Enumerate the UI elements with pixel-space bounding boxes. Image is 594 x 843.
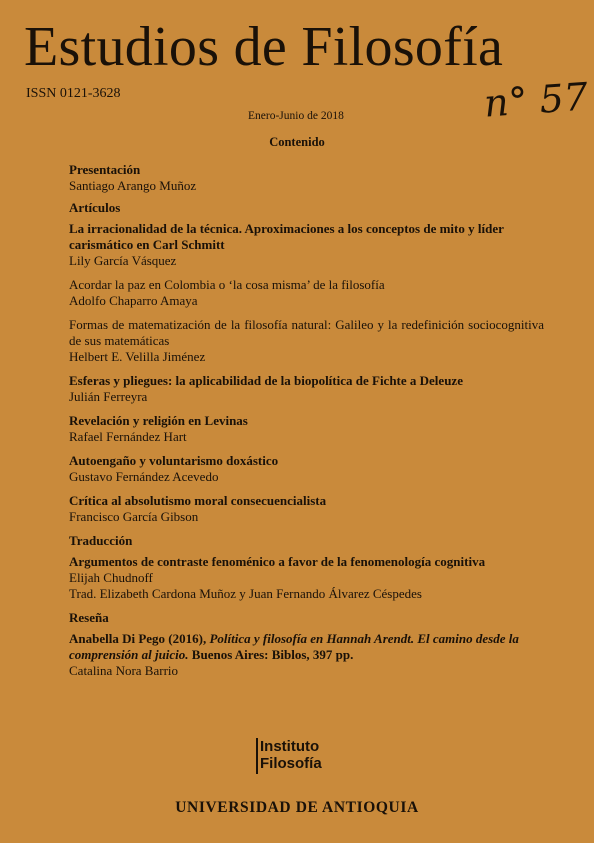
presentation-author: Santiago Arango Muñoz xyxy=(69,178,197,193)
article-entry xyxy=(69,493,544,525)
article-entry xyxy=(69,317,544,365)
article-entry xyxy=(69,221,544,269)
translation-title: Argumentos de contraste fenoménico a favor de la fenomenología cognitiva xyxy=(69,554,486,569)
table-of-contents xyxy=(69,162,544,687)
article-author: Gustavo Fernández Acevedo xyxy=(69,469,219,484)
review-reference-prefix: Anabella Di Pego (2016), xyxy=(69,631,207,646)
article-author: Julián Ferreyra xyxy=(69,389,148,404)
article-title: La irracionalidad de la técnica. Aproximaciones a los conceptos de mito y líder carismático en Carl Schmitt xyxy=(69,221,504,252)
translation-author: Elijah Chudnoff xyxy=(69,570,153,585)
article-title: Autoengaño y voluntarismo doxástico xyxy=(69,453,279,468)
article-title: Crítica al absolutismo moral consecuencialista xyxy=(69,493,327,508)
article-title: Formas de matematización de la filosofía natural: Galileo y la redefinición sociocognitiva de sus matemáticas xyxy=(69,317,544,348)
issn: ISSN 0121-3628 xyxy=(26,86,121,101)
contents-heading: Contenido xyxy=(269,135,325,149)
article-author: Helbert E. Velilla Jiménez xyxy=(69,349,206,364)
article-entry xyxy=(69,413,544,445)
logo-line-1: Instituto xyxy=(260,738,320,755)
article-entry xyxy=(69,373,544,405)
article-author: Lily García Vásquez xyxy=(69,253,177,268)
article-author: Rafael Fernández Hart xyxy=(69,429,187,444)
article-entry xyxy=(69,453,544,485)
article-author: Adolfo Chaparro Amaya xyxy=(69,293,198,308)
issue-date: Enero-Junio de 2018 xyxy=(248,110,344,122)
article-entry xyxy=(69,277,544,309)
review-publisher: Buenos Aires: Biblos, 397 pp. xyxy=(191,647,354,662)
article-title: Revelación y religión en Levinas xyxy=(69,413,248,428)
instituto-filosofia-logo xyxy=(256,738,322,772)
section-heading-presentation: Presentación xyxy=(69,162,141,177)
section-heading-articles: Artículos xyxy=(69,200,121,215)
section-heading-translation: Traducción xyxy=(69,533,133,548)
article-title: Acordar la paz en Colombia o ‘la cosa misma’ de la filosofía xyxy=(69,277,385,292)
translation-entry xyxy=(69,554,544,602)
logo-bar xyxy=(256,738,258,774)
translation-translators: Trad. Elizabeth Cardona Muñoz y Juan Fernando Álvarez Céspedes xyxy=(69,586,422,601)
journal-title: Estudios de Filosofía xyxy=(24,16,504,78)
article-author: Francisco García Gibson xyxy=(69,509,199,524)
review-entry xyxy=(69,631,544,679)
review-book-title: Política y filosofía en Hannah Arendt. El camino desde la comprensión al juicio. xyxy=(69,631,519,662)
review-author: Catalina Nora Barrio xyxy=(69,663,179,678)
logo-line-2: Filosofía xyxy=(260,755,322,772)
section-heading-review: Reseña xyxy=(69,610,109,625)
issue-number: n° 57 xyxy=(482,74,590,126)
university-name: UNIVERSIDAD DE ANTIOQUIA xyxy=(175,799,419,816)
article-title: Esferas y pliegues: la aplicabilidad de la biopolítica de Fichte a Deleuze xyxy=(69,373,463,388)
